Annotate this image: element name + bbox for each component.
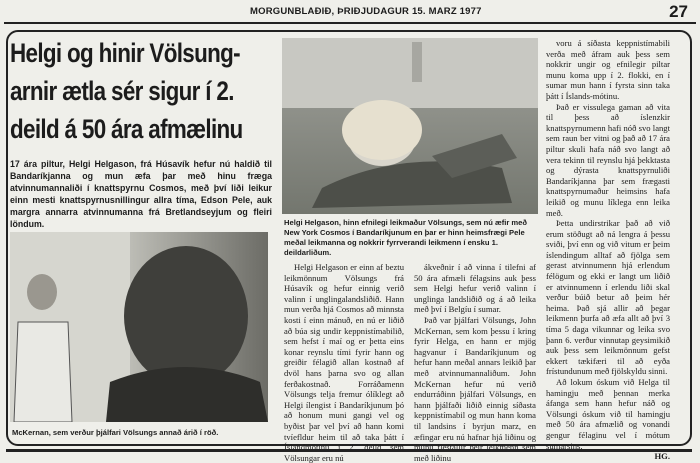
lead-paragraph: 17 ára piltur, Helgi Helgason, frá Húsavík hefur nú haldið til Bandaríkjanna og mun æfa þar með hinu fræga atvinnumannaliði í knattspyrnu Cosmos, með því liði leikur einn mesti knattspyrnusnillingur allra tíma, Edson Pele, auk margra annarra atvinnumanna frá Bretlandseyjum og fleiri löndum. <box>10 159 272 229</box>
photo-coach-mckernan <box>10 232 268 422</box>
photo2-caption: McKernan, sem verður þjálfari Völsungs annað árið í röð. <box>12 428 219 437</box>
newspaper-dateline: MORGUNBLAÐIÐ, ÞRIÐJUDAGUR 15. MARZ 1977 <box>250 6 482 17</box>
body-column-2 <box>414 262 536 463</box>
col2-paragraph: Það var þjálfari Völsungs, John McKernan, sem kom þessu í kring fyrir Helga, en hann er mjög hagvanur í Bandaríkjunum og hefur hann meðal annars leikið þar með atvinnumannaliðum. John McKernan hefur nú verið endurráðinn þjálfari Völsungs, en hann þjálfaði liðið einnig síðasta keppnistímabil og mun hann koma til landsins í byrjun marz, en æfingar eru nú hafnar hjá liðinu og munu flestallir þeir leikmenn sem með liðinu <box>414 314 536 463</box>
photo1-illustration <box>282 38 538 214</box>
photo-player-lying-on-grass <box>282 38 538 214</box>
header-rule <box>4 22 696 24</box>
col3-paragraph: Að lokum óskum við Helga til hamingju með þennan merka áfanga sem hann hefur náð og Völsungi óskum við til hamingju með 50 ára afmælið og vonandi gengur félaginu vel í mótum sumarsins. <box>546 377 670 451</box>
body-column-1 <box>284 262 404 463</box>
photo1-caption: Helgi Helgason, hinn efnilegi leikmaður Völsungs, sem nú æfir með New York Cosmos í Bandaríkjunum en þar er hinn heimsfrægi Pele meðal leikmanna og nokkrir fyrrverandi leikmenn í ensku 1. deildarliðum. <box>284 218 528 257</box>
footer-rule <box>6 449 692 452</box>
photo2-illustration <box>10 232 268 422</box>
author-signature: HG. <box>654 451 670 462</box>
headline: Helgi og hinir Völsung-arnir ætla sér sigur í 2. deild á 50 ára afmælinu <box>10 38 243 144</box>
col2-paragraph: ákveðnir í að vinna í tilefni af 50 ára afmæli félagsins auk þess sem Helgi hefur verið valinn í unglinga landsliðið og á að leika með því í Belgíu í sumar. <box>414 262 536 315</box>
col1-paragraph: Helgi Helgason er einn af beztu leikmönnum Völsungs frá Húsavík og hefur einnig verið valinn í unglingalandsliðið. Hann mun verða hjá Cosmos að minnsta kosti í einn mánuð, en nú er liðið að búa sig undir keppnistímabilið, sem hefst í maí og er þetta eins konar reynslu tími fyrir hann og greiðir félagið allan kostnað af dvöl hans þarna svo og allan ferðakostnað. Forráðamenn Völsungs telja fremur ólíklegt að Helgi ílengist í Bandaríkjunum þó að honum muni gangi vel og byðist þar vel því að hann komi tvíefldur heim til að taka þátt í Íslandmótinu í 2. deild sem Völsungar eru nú <box>284 262 404 463</box>
col3-paragraph: voru á síðasta keppnistímabili verða með áfram auk þess sem nokkrir ungir og efnilegir piltar munu koma upp í 2. flokki, en í sumar mun hann í fyrsta sinn taka þátt í Íslands-mótinu. <box>546 38 670 101</box>
col3-paragraph: Það er vissulega gaman að vita til þess að íslenzkir knattspyrnumenn hafi nóð svo langt sem raun ber vitni og það að 17 ára piltur skuli hafa náð svo langt að vera tekinn til reynslu hjá þekktasta og dýrasta knattspyrnuliði Bandaríkjanna þar sem frægasti knattspyrnumaður heimsins hafa leikið og munu líklega enn leika með. <box>546 101 670 218</box>
masthead <box>0 0 700 22</box>
col3-paragraph: Þetta undirstrikar það að við erum stöðugt að ná lengra á þessu sviði, því enn og við vitum er þeim íslendingum alltaf að fjölga sem gerast atvinnumenn hjá erlendum félögum og ekki er langt um liðið er atvinnumenn í erlendu liði skal verður búið betur að þeim hér heima. Það sjá allir að þegar leikmenn þurfa að æfa allt að því 3 tíma 5 daga vikunnar og leika svo þann 6. verður vinnutap geysimikið auk þess sem leikmönnum gefst ekkert tækifæri til að eyða frístundunum með fjölskyldu sinni. <box>546 218 670 377</box>
page-number: 27 <box>669 2 688 21</box>
body-column-3 <box>546 38 670 462</box>
